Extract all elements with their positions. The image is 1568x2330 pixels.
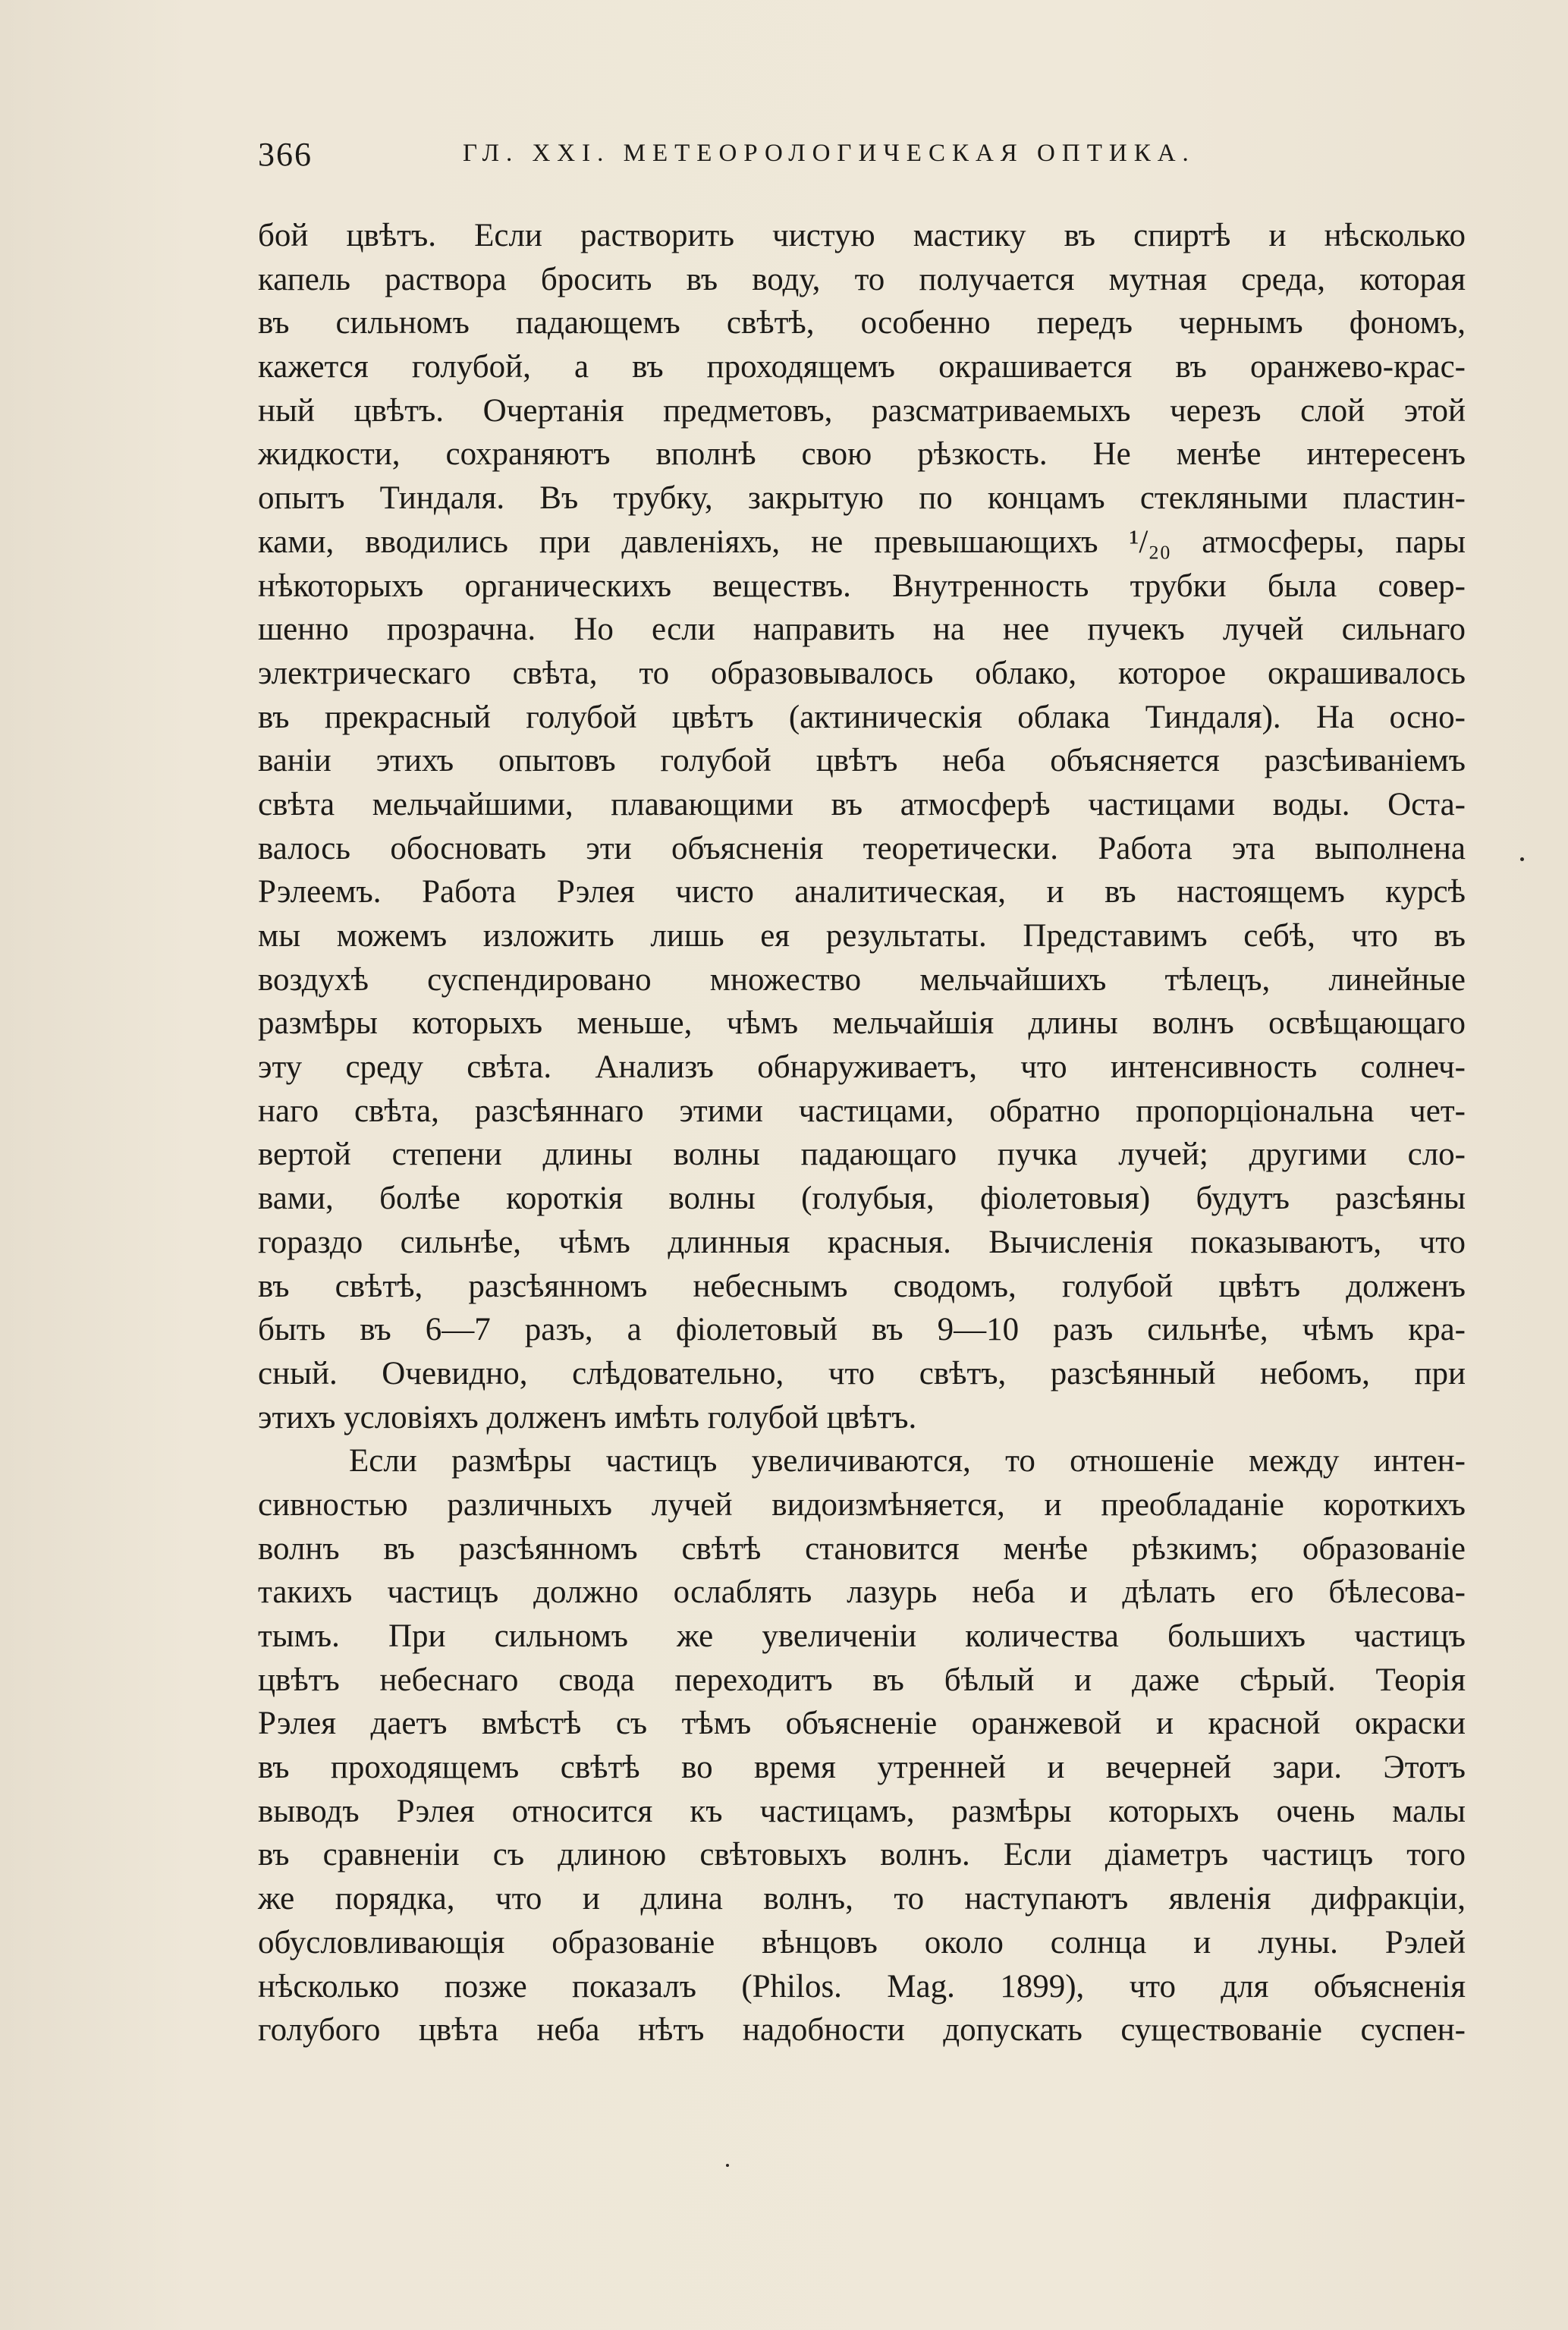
paper-speck <box>1520 857 1524 861</box>
text-line: же порядка, что и длина волнъ, то наступаютъ явленія дифракціи, <box>258 1881 1466 1917</box>
text-line: бой цвѣтъ. Если растворить чистую мастику въ спиртѣ и нѣсколько <box>258 218 1466 253</box>
text-line: такихъ частицъ должно ослаблять лазурь неба и дѣлать его бѣлесова- <box>258 1574 1466 1611</box>
text-line: мы можемъ изложить лишь ея результаты. Представимъ себѣ, что въ <box>258 918 1466 954</box>
text-line: въ сильномъ падающемъ свѣтѣ, особенно передъ чернымъ фономъ, <box>258 305 1466 341</box>
text-line: свѣта мельчайшими, плавающими въ атмосферѣ частицами воды. Оста- <box>258 786 1466 822</box>
text-line: электрическаго свѣта, то образовывалось облако, которое окрашивалось <box>258 655 1466 691</box>
text-line: волнъ въ разсѣянномъ свѣтѣ становится менѣе рѣзкимъ; образованіе <box>258 1530 1466 1567</box>
text-line: кажется голубой, а въ проходящемъ окрашивается въ оранжево-крас- <box>258 349 1466 385</box>
text-line: въ проходящемъ свѣтѣ во время утренней и вечерней зари. Этотъ <box>258 1750 1466 1786</box>
text-line: жидкости, сохраняютъ вполнѣ свою рѣзкость. Не менѣе интересенъ <box>258 436 1466 473</box>
text-line: обусловливающія образованіе вѣнцовъ около солнца и луны. Рэлей <box>258 1924 1466 1961</box>
text-line: голубого цвѣта неба нѣтъ надобности допускать существованіе суспен- <box>258 2012 1466 2049</box>
text-line: размѣры которыхъ меньше, чѣмъ мельчайшія длины волнъ освѣщающаго <box>258 1005 1466 1042</box>
text-line: гораздо сильнѣе, чѣмъ длинныя красныя. Вычисленія показываютъ, что <box>258 1224 1466 1260</box>
text-line: Рэлеемъ. Работа Рэлея чисто аналитическая, и въ настоящемъ курсѣ <box>258 874 1466 910</box>
paragraph-2 <box>258 1439 1466 2052</box>
text-line: опытъ Тиндаля. Въ трубку, закрытую по концамъ стекляными пластин- <box>258 480 1466 517</box>
text-line: цвѣтъ небеснаго свода переходитъ въ бѣлый и даже сѣрый. Теорія <box>258 1662 1466 1698</box>
paragraph-1 <box>258 214 1466 1439</box>
text-line: тымъ. При сильномъ же увеличеніи количества большихъ частицъ <box>258 1618 1466 1654</box>
text-line: ный цвѣтъ. Очертанія предметовъ, разсматриваемыхъ черезъ слой этой <box>258 392 1466 429</box>
page-number: 366 <box>258 136 313 173</box>
text-line: валось обосновать эти объясненія теоретически. Работа эта выполнена <box>258 830 1466 866</box>
text-line: нѣсколько позже показалъ (Philos. Mag. 1899), что для объясненія <box>258 1968 1466 2005</box>
text-line: выводъ Рэлея относится къ частицамъ, размѣры которыхъ очень малы <box>258 1793 1466 1829</box>
text-line: въ сравненіи съ длиною свѣтовыхъ волнъ. Если діаметръ частицъ того <box>258 1837 1466 1873</box>
text-line: наго свѣта, разсѣяннаго этими частицами, обратно пропорціональна чет- <box>258 1093 1466 1129</box>
text-line: быть въ 6—7 разъ, а фіолетовый въ 9—10 разъ сильнѣе, чѣмъ кра- <box>258 1312 1466 1348</box>
text-line: сный. Очевидно, слѣдовательно, что свѣтъ, разсѣянный небомъ, при <box>258 1355 1466 1391</box>
text-line: вами, болѣе короткія волны (голубыя, фіолетовыя) будутъ разсѣяны <box>258 1181 1466 1217</box>
text-line: сивностью различныхъ лучей видоизмѣняется, и преобладаніе короткихъ <box>258 1486 1466 1523</box>
text-line: въ свѣтѣ, разсѣянномъ небеснымъ сводомъ, голубой цвѣтъ долженъ <box>258 1268 1466 1304</box>
chapter-title: ГЛ. XXI. МЕТЕОРОЛОГИЧЕСКАЯ ОПТИКА. <box>463 140 1196 167</box>
running-head <box>258 135 1472 181</box>
text-line: Если размѣры частицъ увеличиваются, то отношеніе между интен- <box>349 1443 1466 1479</box>
text-line: въ прекрасный голубой цвѣтъ (актиническія облака Тиндаля). На осно- <box>258 699 1466 735</box>
text-line: ваніи этихъ опытовъ голубой цвѣтъ неба объясняется разсѣиваніемъ <box>258 743 1466 779</box>
text-line: эту среду свѣта. Анализъ обнаруживаетъ, что интенсивность солнеч- <box>258 1049 1466 1086</box>
text-line: Рэлея даетъ вмѣстѣ съ тѣмъ объясненіе оранжевой и красной окраски <box>258 1706 1466 1742</box>
text-line: воздухѣ суспендировано множество мельчайшихъ тѣлецъ, линейные <box>258 961 1466 998</box>
body-text <box>258 214 1466 2052</box>
text-line: капель раствора бросить въ воду, то получается мутная среда, которая <box>258 261 1466 297</box>
text-line: ками, вводились при давленіяхъ, не превышающихъ ¹/₂₀ атмосферы, пары <box>258 524 1466 560</box>
text-line: вертой степени длины волны падающаго пучка лучей; другими сло- <box>258 1137 1466 1173</box>
paper-speck <box>726 2164 729 2167</box>
text-line: шенно прозрачна. Но если направить на нее пучекъ лучей сильнаго <box>258 612 1466 648</box>
text-line: нѣкоторыхъ органическихъ веществъ. Внутренность трубки была совер- <box>258 568 1466 604</box>
text-line: этихъ условіяхъ долженъ имѣть голубой цвѣтъ. <box>258 1399 917 1435</box>
